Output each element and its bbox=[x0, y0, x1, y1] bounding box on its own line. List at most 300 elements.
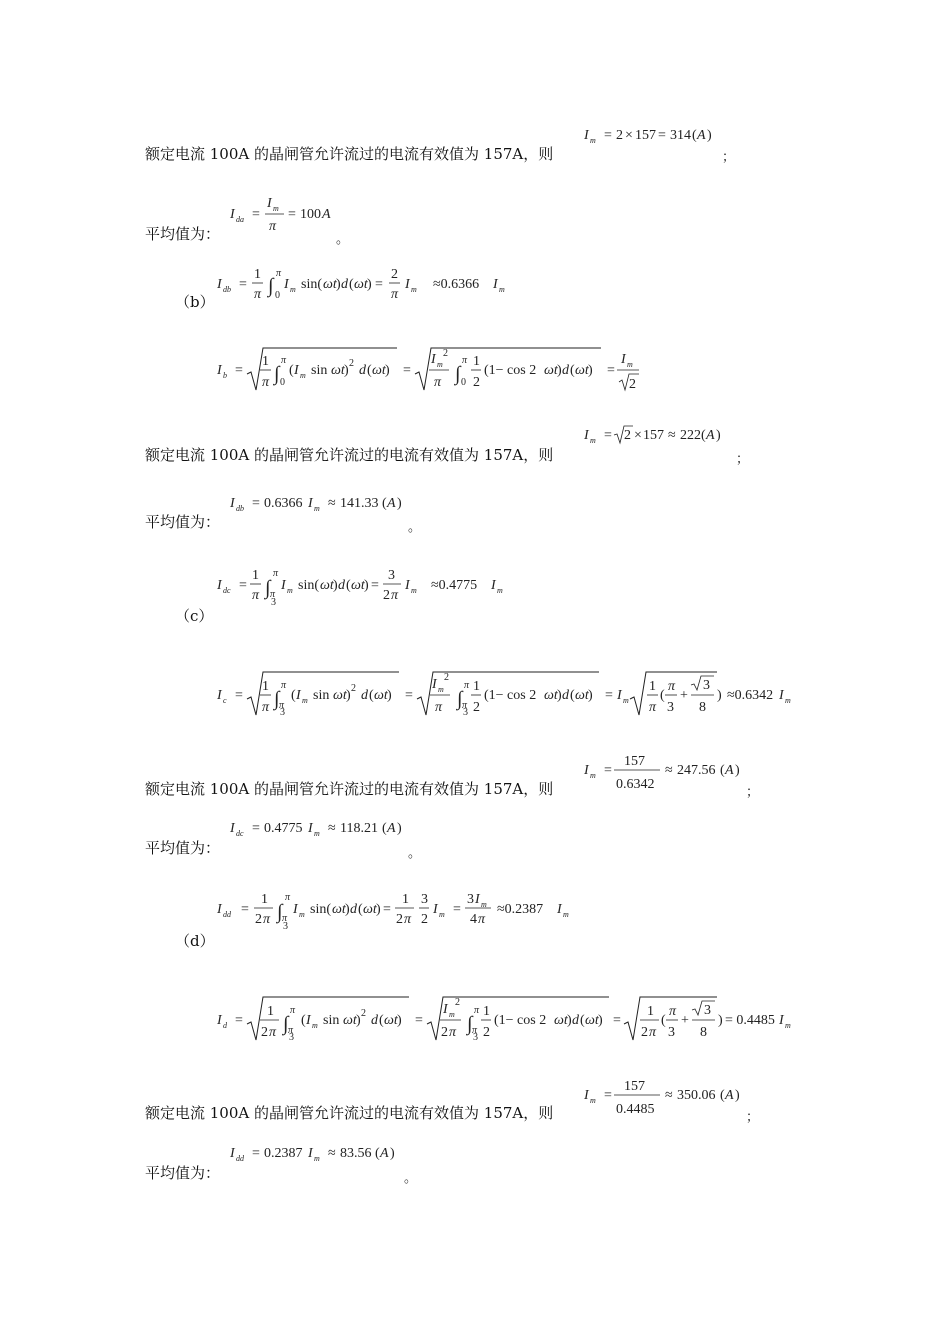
svg-text:π: π bbox=[281, 680, 287, 691]
value-14133: 141.33 bbox=[340, 496, 379, 511]
svg-text:m: m bbox=[438, 685, 444, 694]
svg-text:π: π bbox=[273, 568, 279, 579]
period-c: 。 bbox=[408, 846, 422, 861]
svg-text:3: 3 bbox=[388, 568, 395, 583]
svg-text:I: I bbox=[584, 428, 589, 443]
svg-text:=: = bbox=[613, 1013, 621, 1028]
svg-text:(: ( bbox=[289, 363, 294, 378]
value-35006: 350.06 bbox=[677, 1088, 716, 1103]
svg-text:I: I bbox=[493, 277, 498, 292]
svg-text:c: c bbox=[223, 696, 227, 705]
svg-text:2: 2 bbox=[441, 1025, 448, 1040]
svg-text:(: ( bbox=[349, 277, 354, 292]
svg-text:=: = bbox=[604, 428, 612, 443]
svg-text:I: I bbox=[433, 902, 438, 917]
svg-text:=: = bbox=[604, 128, 612, 143]
svg-text:m: m bbox=[590, 136, 596, 145]
svg-text:=: = bbox=[405, 688, 413, 703]
value-157: 157 bbox=[624, 754, 645, 769]
svg-text:≈: ≈ bbox=[328, 1146, 336, 1161]
svg-text:d: d bbox=[223, 1021, 227, 1030]
svg-text:A: A bbox=[725, 763, 734, 778]
svg-text:=: = bbox=[235, 1013, 243, 1028]
svg-text:3: 3 bbox=[283, 921, 288, 932]
svg-text:2: 2 bbox=[444, 672, 449, 683]
svg-text:1: 1 bbox=[262, 354, 269, 369]
svg-text:): ) bbox=[344, 363, 349, 378]
svg-text:ωt: ωt bbox=[384, 1013, 398, 1028]
svg-text:π: π bbox=[269, 219, 277, 234]
svg-text:1: 1 bbox=[261, 892, 268, 907]
svg-text:ωt: ωt bbox=[363, 902, 377, 917]
svg-text:1: 1 bbox=[267, 1004, 274, 1019]
svg-text:dd: dd bbox=[223, 910, 231, 919]
svg-text:=: = bbox=[605, 688, 613, 703]
semicolon-c: ； bbox=[746, 785, 760, 800]
svg-text:I: I bbox=[217, 277, 222, 292]
svg-text:π: π bbox=[269, 1025, 277, 1040]
svg-text:m: m bbox=[563, 910, 569, 919]
svg-text:I: I bbox=[405, 277, 410, 292]
svg-text:≈: ≈ bbox=[328, 821, 336, 836]
svg-text:3: 3 bbox=[667, 700, 674, 715]
svg-text:dc: dc bbox=[236, 829, 244, 838]
svg-text:): ) bbox=[716, 428, 721, 443]
svg-text:=: = bbox=[604, 1088, 612, 1103]
svg-text:3: 3 bbox=[421, 892, 428, 907]
svg-text:(: ( bbox=[382, 496, 387, 511]
svg-text:d: d bbox=[338, 578, 345, 593]
svg-text:sin(: sin( bbox=[298, 578, 319, 593]
svg-text:): ) bbox=[598, 1013, 603, 1028]
svg-text:A: A bbox=[387, 821, 396, 836]
svg-text:3: 3 bbox=[703, 678, 710, 693]
svg-text:∫: ∫ bbox=[265, 577, 271, 599]
svg-text:I: I bbox=[230, 821, 235, 836]
svg-text:(: ( bbox=[301, 1013, 306, 1028]
svg-text:m: m bbox=[449, 1010, 455, 1019]
svg-text:8: 8 bbox=[700, 1025, 707, 1040]
svg-text:1: 1 bbox=[647, 1004, 654, 1019]
svg-text:I: I bbox=[293, 902, 298, 917]
svg-text:dd: dd bbox=[236, 1154, 244, 1163]
svg-text:m: m bbox=[273, 204, 279, 213]
svg-text:3: 3 bbox=[463, 707, 468, 718]
semicolon-d: ； bbox=[746, 1110, 760, 1125]
svg-text:≈: ≈ bbox=[665, 1088, 673, 1103]
semicolon-b: ； bbox=[736, 452, 750, 467]
svg-text:=: = bbox=[252, 496, 260, 511]
svg-text:π: π bbox=[435, 700, 443, 715]
svg-text:π: π bbox=[262, 375, 270, 390]
svg-text:m: m bbox=[299, 910, 305, 919]
svg-text:=: = bbox=[252, 207, 260, 222]
svg-text:3: 3 bbox=[704, 1003, 711, 1018]
value-4485: = 0.4485 bbox=[725, 1013, 775, 1028]
svg-text:): ) bbox=[588, 688, 593, 703]
period-a: 。 bbox=[336, 232, 350, 247]
idc-equation bbox=[217, 564, 527, 615]
svg-text:2: 2 bbox=[483, 1025, 490, 1040]
svg-text:m: m bbox=[627, 360, 633, 369]
svg-text:): ) bbox=[735, 1088, 740, 1103]
svg-text:π: π bbox=[391, 588, 399, 603]
period-d: 。 bbox=[404, 1171, 418, 1186]
svg-text:2: 2 bbox=[391, 267, 398, 282]
svg-text:π: π bbox=[434, 375, 442, 390]
svg-text:π: π bbox=[281, 355, 287, 366]
svg-text:3: 3 bbox=[289, 1032, 294, 1043]
svg-text:0: 0 bbox=[275, 290, 280, 301]
svg-text:A: A bbox=[697, 128, 706, 143]
svg-text:+: + bbox=[680, 688, 688, 703]
svg-text:): ) bbox=[707, 128, 712, 143]
idc-value-equation bbox=[230, 818, 420, 845]
svg-text:m: m bbox=[437, 360, 443, 369]
svg-text:π: π bbox=[263, 912, 271, 927]
ratio-4775: ≈0.4775 bbox=[431, 578, 478, 593]
id-equation bbox=[217, 993, 807, 1052]
svg-text:I: I bbox=[779, 688, 784, 703]
svg-text:(: ( bbox=[720, 763, 725, 778]
svg-text:0: 0 bbox=[461, 377, 466, 388]
label-c: （c） bbox=[175, 607, 214, 625]
svg-text:I: I bbox=[281, 578, 286, 593]
svg-text:3: 3 bbox=[473, 1032, 478, 1043]
svg-text:=: = bbox=[252, 821, 260, 836]
svg-text:π: π bbox=[262, 700, 270, 715]
value-11821: 118.21 bbox=[340, 821, 378, 836]
svg-text:): ) bbox=[397, 821, 402, 836]
svg-text:π: π bbox=[462, 355, 468, 366]
svg-text:ωt: ωt bbox=[372, 363, 386, 378]
svg-text:(1− cos 2: (1− cos 2 bbox=[494, 1013, 547, 1028]
svg-text:m: m bbox=[314, 504, 320, 513]
svg-text:∫: ∫ bbox=[457, 688, 463, 710]
svg-text:I: I bbox=[306, 1013, 311, 1028]
svg-text:=: = bbox=[239, 277, 247, 292]
svg-text:m: m bbox=[623, 696, 629, 705]
svg-text:(1− cos 2: (1− cos 2 bbox=[484, 688, 537, 703]
svg-text:ωt: ωt bbox=[323, 277, 337, 292]
svg-text:d: d bbox=[341, 277, 348, 292]
im-equation-c bbox=[584, 750, 754, 799]
svg-text:=: = bbox=[375, 277, 383, 292]
rated-current-text-b: 额定电流 100A 的晶闸管允许流过的电流有效值为 157A，则 bbox=[145, 446, 554, 464]
svg-text:I: I bbox=[621, 352, 626, 367]
svg-text:ωt: ωt bbox=[332, 902, 346, 917]
svg-text:=: = bbox=[241, 902, 249, 917]
value-24756: 247.56 bbox=[677, 763, 716, 778]
svg-text:∫: ∫ bbox=[467, 1013, 473, 1035]
svg-text:=: = bbox=[235, 688, 243, 703]
svg-text:): ) bbox=[346, 688, 351, 703]
svg-text:π: π bbox=[462, 700, 468, 711]
svg-text:=: = bbox=[403, 363, 411, 378]
svg-text:π: π bbox=[668, 679, 676, 694]
svg-text:dc: dc bbox=[223, 586, 231, 595]
svg-text:I: I bbox=[217, 1013, 222, 1028]
average-label-a: 平均值为： bbox=[145, 225, 221, 243]
svg-text:≈: ≈ bbox=[668, 428, 676, 443]
svg-text:π: π bbox=[449, 1025, 457, 1040]
svg-text:): ) bbox=[356, 1013, 361, 1028]
svg-text:m: m bbox=[785, 696, 791, 705]
svg-text:∫: ∫ bbox=[277, 901, 283, 923]
svg-text:ωt: ωt bbox=[544, 363, 558, 378]
svg-text:3: 3 bbox=[280, 707, 285, 718]
svg-text:(: ( bbox=[382, 821, 387, 836]
value-2: 2 bbox=[624, 428, 631, 443]
semicolon-a: ； bbox=[722, 150, 736, 165]
svg-text:=: = bbox=[453, 902, 461, 917]
ratio-6342: ≈0.6342 bbox=[727, 688, 774, 703]
value-314: 314 bbox=[670, 128, 691, 143]
svg-text:): ) bbox=[718, 1013, 723, 1028]
svg-text:I: I bbox=[584, 763, 589, 778]
svg-text:ωt: ωt bbox=[575, 688, 589, 703]
value-100: 100 bbox=[300, 207, 321, 222]
svg-text:=: = bbox=[415, 1013, 423, 1028]
svg-text:m: m bbox=[287, 586, 293, 595]
svg-text:=: = bbox=[604, 763, 612, 778]
label-d: （d） bbox=[175, 932, 215, 950]
svg-text:(: ( bbox=[291, 688, 296, 703]
svg-text:=: = bbox=[658, 128, 666, 143]
im-equation-d bbox=[584, 1075, 754, 1124]
svg-text:db: db bbox=[236, 504, 244, 513]
svg-text:ωt: ωt bbox=[343, 1013, 357, 1028]
svg-text:I: I bbox=[491, 578, 496, 593]
svg-text:I: I bbox=[217, 363, 222, 378]
svg-text:π: π bbox=[404, 912, 412, 927]
svg-text:0: 0 bbox=[280, 377, 285, 388]
svg-text:π: π bbox=[391, 287, 399, 302]
svg-text:π: π bbox=[254, 287, 262, 302]
svg-text:2: 2 bbox=[261, 1025, 268, 1040]
svg-text:π: π bbox=[270, 589, 276, 600]
svg-text:(: ( bbox=[379, 1013, 384, 1028]
svg-text:m: m bbox=[411, 285, 417, 294]
svg-text:π: π bbox=[252, 588, 260, 603]
svg-text:sin: sin bbox=[313, 688, 330, 703]
period-b: 。 bbox=[408, 520, 422, 535]
svg-text:sin(: sin( bbox=[301, 277, 322, 292]
svg-text:(: ( bbox=[661, 1013, 666, 1028]
svg-text:π: π bbox=[276, 268, 282, 279]
svg-text:(: ( bbox=[720, 1088, 725, 1103]
svg-text:(: ( bbox=[570, 363, 575, 378]
svg-text:π: π bbox=[649, 700, 657, 715]
svg-text:(: ( bbox=[660, 688, 665, 703]
svg-text:2: 2 bbox=[641, 1025, 648, 1040]
svg-text:∫: ∫ bbox=[274, 363, 280, 385]
svg-text:0.2387: 0.2387 bbox=[264, 1146, 303, 1161]
svg-text:(: ( bbox=[570, 688, 575, 703]
svg-text:2: 2 bbox=[443, 348, 448, 359]
svg-text:m: m bbox=[312, 1021, 318, 1030]
svg-text:2: 2 bbox=[421, 912, 428, 927]
svg-text:sin: sin bbox=[323, 1013, 340, 1028]
svg-text:×: × bbox=[625, 128, 633, 143]
svg-text:): ) bbox=[557, 363, 562, 378]
svg-text:m: m bbox=[497, 586, 503, 595]
svg-text:m: m bbox=[300, 371, 306, 380]
svg-text:): ) bbox=[567, 1013, 572, 1028]
svg-text:I: I bbox=[405, 578, 410, 593]
svg-text:I: I bbox=[443, 1002, 448, 1017]
svg-text:3: 3 bbox=[467, 892, 474, 907]
svg-text:): ) bbox=[364, 578, 369, 593]
svg-text:2: 2 bbox=[383, 588, 390, 603]
svg-text:d: d bbox=[350, 902, 357, 917]
svg-text:(: ( bbox=[369, 688, 374, 703]
svg-text:(1− cos 2: (1− cos 2 bbox=[484, 363, 537, 378]
label-b: （b） bbox=[175, 293, 215, 311]
svg-text:2: 2 bbox=[455, 997, 460, 1008]
svg-text:): ) bbox=[336, 277, 341, 292]
svg-text:I: I bbox=[230, 1146, 235, 1161]
svg-text:m: m bbox=[590, 771, 596, 780]
svg-text:m: m bbox=[439, 910, 445, 919]
idb-value-equation bbox=[230, 493, 420, 520]
svg-text:(: ( bbox=[701, 428, 706, 443]
svg-text:=: = bbox=[239, 578, 247, 593]
svg-text:π: π bbox=[464, 680, 470, 691]
svg-text:A: A bbox=[380, 1146, 389, 1161]
svg-text:): ) bbox=[397, 496, 402, 511]
ib-equation bbox=[217, 344, 657, 401]
svg-text:I: I bbox=[217, 902, 222, 917]
divisor-4485: 0.4485 bbox=[616, 1102, 655, 1117]
im-equation-a bbox=[584, 126, 734, 153]
ratio-2387: ≈0.2387 bbox=[497, 902, 544, 917]
svg-text:2: 2 bbox=[361, 1008, 366, 1019]
svg-text:(: ( bbox=[580, 1013, 585, 1028]
rated-current-text-c: 额定电流 100A 的晶闸管允许流过的电流有效值为 157A，则 bbox=[145, 780, 554, 798]
im-equation-b bbox=[584, 424, 744, 453]
svg-text:(: ( bbox=[367, 363, 372, 378]
svg-text:ωt: ωt bbox=[374, 688, 388, 703]
svg-text:): ) bbox=[345, 902, 350, 917]
svg-text:m: m bbox=[590, 436, 596, 445]
svg-text:d: d bbox=[361, 688, 368, 703]
svg-text:2: 2 bbox=[473, 700, 480, 715]
svg-text:1: 1 bbox=[402, 892, 409, 907]
svg-text:I: I bbox=[617, 688, 622, 703]
svg-text:π: π bbox=[472, 1025, 478, 1036]
ratio-6366: ≈0.6366 bbox=[433, 277, 480, 292]
svg-text:+: + bbox=[681, 1013, 689, 1028]
svg-text:1: 1 bbox=[254, 267, 261, 282]
idd-equation bbox=[217, 888, 597, 939]
svg-text:): ) bbox=[735, 763, 740, 778]
svg-text:I: I bbox=[284, 277, 289, 292]
value-157: 157 bbox=[624, 1079, 645, 1094]
svg-text:sin: sin bbox=[311, 363, 328, 378]
value-157: 157 bbox=[635, 128, 656, 143]
svg-text:): ) bbox=[333, 578, 338, 593]
svg-text:): ) bbox=[557, 688, 562, 703]
svg-text:I: I bbox=[230, 207, 235, 222]
svg-text:da: da bbox=[236, 215, 244, 224]
svg-text:(: ( bbox=[346, 578, 351, 593]
svg-text:(: ( bbox=[358, 902, 363, 917]
svg-text:π: π bbox=[669, 1004, 677, 1019]
average-label-d: 平均值为： bbox=[145, 1164, 221, 1182]
value-8356: 83.56 bbox=[340, 1146, 372, 1161]
svg-text:2: 2 bbox=[255, 912, 262, 927]
svg-text:2: 2 bbox=[473, 375, 480, 390]
svg-text:): ) bbox=[717, 688, 722, 703]
svg-text:=: = bbox=[252, 1146, 260, 1161]
svg-text:π: π bbox=[279, 700, 285, 711]
svg-text:ωt: ωt bbox=[585, 1013, 599, 1028]
svg-text:d: d bbox=[371, 1013, 378, 1028]
svg-text:I: I bbox=[230, 496, 235, 511]
svg-text:=: = bbox=[371, 578, 379, 593]
svg-text:I: I bbox=[431, 352, 436, 367]
rated-current-text-d: 额定电流 100A 的晶闸管允许流过的电流有效值为 157A，则 bbox=[145, 1104, 554, 1122]
svg-text:m: m bbox=[590, 1096, 596, 1105]
svg-text:8: 8 bbox=[699, 700, 706, 715]
svg-text:π: π bbox=[474, 1005, 480, 1016]
svg-text:1: 1 bbox=[473, 679, 480, 694]
svg-text:db: db bbox=[223, 285, 231, 294]
svg-text:I: I bbox=[779, 1013, 784, 1028]
svg-text:∫: ∫ bbox=[283, 1013, 289, 1035]
svg-text:m: m bbox=[302, 696, 308, 705]
svg-text:m: m bbox=[785, 1021, 791, 1030]
svg-text:I: I bbox=[584, 1088, 589, 1103]
svg-text:=: = bbox=[607, 363, 615, 378]
svg-text:=: = bbox=[288, 207, 296, 222]
svg-text:4: 4 bbox=[470, 912, 477, 927]
svg-text:ωt: ωt bbox=[554, 1013, 568, 1028]
svg-text:sin(: sin( bbox=[310, 902, 331, 917]
svg-text:π: π bbox=[282, 913, 288, 924]
svg-text:ωt: ωt bbox=[544, 688, 558, 703]
svg-text:1: 1 bbox=[649, 679, 656, 694]
svg-text:(: ( bbox=[692, 128, 697, 143]
svg-text:): ) bbox=[390, 1146, 395, 1161]
svg-text:ωt: ωt bbox=[354, 277, 368, 292]
svg-text:): ) bbox=[385, 363, 390, 378]
svg-text:I: I bbox=[294, 363, 299, 378]
svg-text:m: m bbox=[481, 900, 487, 909]
svg-text:0.6366: 0.6366 bbox=[264, 496, 303, 511]
svg-text:m: m bbox=[314, 829, 320, 838]
svg-text:A: A bbox=[706, 428, 715, 443]
svg-text:1: 1 bbox=[483, 1004, 490, 1019]
svg-text:π: π bbox=[649, 1025, 657, 1040]
average-label-c: 平均值为： bbox=[145, 839, 221, 857]
rated-current-text-a: 额定电流 100A 的晶闸管允许流过的电流有效值为 157A，则 bbox=[145, 145, 554, 163]
svg-text:I: I bbox=[308, 496, 313, 511]
svg-text:I: I bbox=[217, 578, 222, 593]
svg-text:≈: ≈ bbox=[665, 763, 673, 778]
svg-text:): ) bbox=[397, 1013, 402, 1028]
average-label-b: 平均值为： bbox=[145, 513, 221, 531]
svg-text:): ) bbox=[387, 688, 392, 703]
svg-text:I: I bbox=[308, 821, 313, 836]
svg-text:A: A bbox=[387, 496, 396, 511]
svg-text:ωt: ωt bbox=[320, 578, 334, 593]
value-222: 222 bbox=[680, 428, 701, 443]
svg-text:): ) bbox=[367, 277, 372, 292]
divisor-6342: 0.6342 bbox=[616, 777, 655, 792]
svg-text:ωt: ωt bbox=[333, 688, 347, 703]
